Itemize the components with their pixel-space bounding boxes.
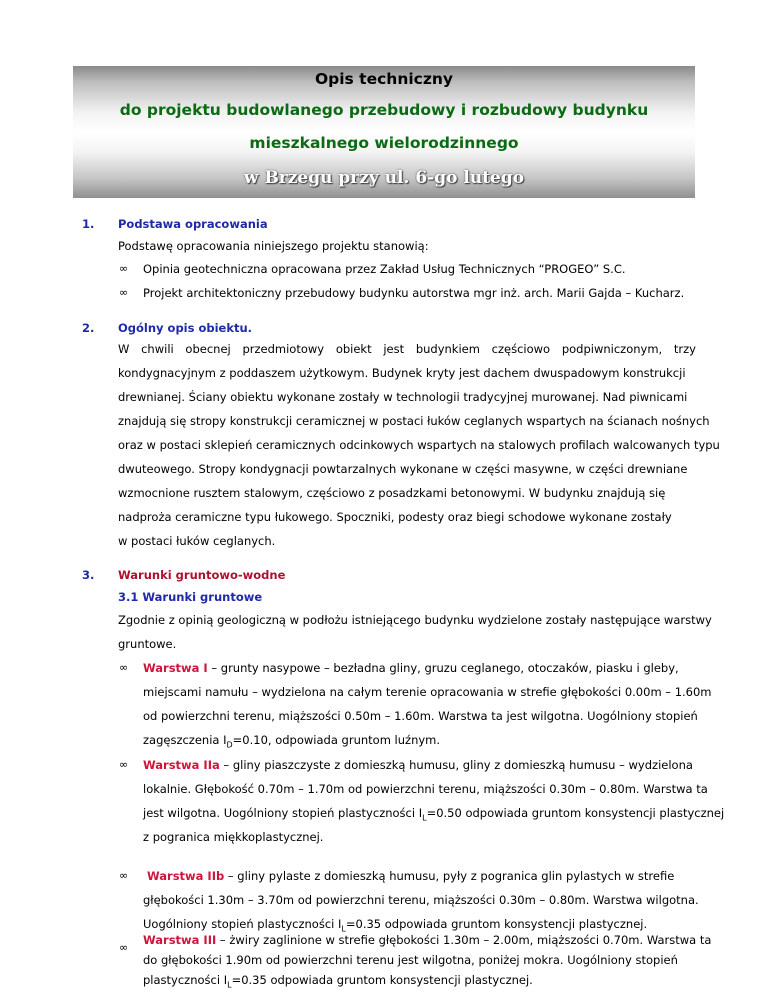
layer-2b-text: – gliny pylaste z domieszką humusu, pyły z pogranica glin pylastych w strefie xyxy=(224,869,675,883)
doc-subtitle-line1: do projektu budowlanego przebudowy i rozbudowy budynku xyxy=(119,101,649,119)
layer-2b-label: Warstwa IIb xyxy=(147,869,225,883)
bullet-icon: ∞ xyxy=(119,758,129,771)
layer-3-line: do głębokości 1.90m od powierzchni terenu jest wilgotna, poniżej mokra. Uogólniony stopień xyxy=(143,953,678,967)
layer-2b-text: Uogólniony stopień plastyczności I xyxy=(143,917,342,931)
layer-3-label: Warstwa III xyxy=(143,933,217,947)
doc-location: w Brzegu przy ul. 6-go lutego xyxy=(243,168,525,188)
layer-1-line xyxy=(143,661,679,675)
section-1-item: Projekt architektoniczny przebudowy budynku autorstwa mgr inż. arch. Marii Gajda – Kucharz. xyxy=(143,286,685,300)
layer-1-text: – grunty nasypowe – bezładna gliny, gruzu ceglanego, otoczaków, piasku i gleby, xyxy=(207,661,679,675)
layer-3-sub: L xyxy=(227,980,232,990)
layer-2a-line: lokalnie. Głębokość 0.70m – 1.70m od powierzchni terenu, miąższości 0.30m – 0.80m. Warstwa ta xyxy=(143,782,708,796)
layer-3-line xyxy=(143,973,533,989)
section-3-subtitle: 3.1 Warunki gruntowe xyxy=(118,590,263,604)
layer-2a-line xyxy=(143,806,724,822)
section-2-text-line: W chwili obecnej przedmiotowy obiekt jest budynkiem częściowo podpiwniczonym, trzy xyxy=(118,342,696,356)
section-2-text-line: kondygnacyjnym z poddaszem użytkowym. Budynek kryty jest dachem dwuspadowym konstrukcji xyxy=(118,366,686,380)
layer-2a-line xyxy=(143,758,693,772)
section-3-intro: Zgodnie z opinią geologiczną w podłożu istniejącego budynku wydzielone zostały następujące warstwy xyxy=(118,613,712,627)
section-2-text-line: wzmocnione rusztem stalowym, częściowo z posadzkami betonowymi. W budynku znajdują się xyxy=(118,486,666,500)
doc-title: Opis techniczny xyxy=(314,70,454,88)
layer-2a-text: – gliny piaszczyste z domieszką humusu, gliny z domieszką humusu – wydzielona xyxy=(219,758,693,772)
section-2-text-line: znajdują się stropy konstrukcji ceramicznej w postaci łuków ceglanych wspartych na ścianach nośnych xyxy=(118,414,710,428)
layer-2a-text: =0.50 odpowiada gruntom konsystencji plastycznej xyxy=(426,806,725,820)
layer-1-sub: D xyxy=(226,740,233,750)
layer-3-text: =0.35 odpowiada gruntom konsystencji plastycznej. xyxy=(231,973,533,987)
section-2-text-line: w postaci łuków ceglanych. xyxy=(118,534,276,548)
layer-2a-label: Warstwa IIa xyxy=(143,758,220,772)
layer-2b-text: =0.35 odpowiada gruntom konsystencji plastycznej. xyxy=(345,917,648,931)
section-3-intro: gruntowe. xyxy=(118,637,177,651)
bullet-icon: ∞ xyxy=(119,869,129,882)
layer-2b-line xyxy=(143,869,674,883)
bullet-icon: ∞ xyxy=(119,941,129,954)
section-2-text-line: drewnianej. Ściany obiektu wykonane zostały w technologii tradycyjnej murowanej. Nad piwnicami xyxy=(118,390,688,404)
bullet-icon: ∞ xyxy=(119,262,129,275)
bullet-icon: ∞ xyxy=(119,286,129,299)
layer-1-line: od powierzchni terenu, miąższości 0.50m – 1.60m. Warstwa ta jest wilgotna. Uogólniony stopień xyxy=(143,709,698,723)
section-2-text-line: nadproża ceramiczne typu łukowego. Spoczniki, podesty oraz biegi schodowe wykonane zostały xyxy=(118,510,672,524)
doc-subtitle-line2: mieszkalnego wielorodzinnego xyxy=(249,134,519,152)
layer-1-line: miejscami namułu – wydzielona na całym terenie opracowania w strefie głębokości 0.00m – 1.60m xyxy=(143,685,712,699)
layer-1-line xyxy=(143,733,440,749)
section-1-item: Opinia geotechniczna opracowana przez Zakład Usług Technicznych “PROGEO” S.C. xyxy=(143,262,626,276)
layer-2a-sub: L xyxy=(422,813,427,823)
layer-2b-sub: L xyxy=(341,924,346,934)
section-3-number: 3. xyxy=(82,568,95,582)
layer-1-text: =0.10, odpowiada gruntom luźnym. xyxy=(232,733,441,747)
layer-2a-text: jest wilgotna. Uogólniony stopień plastyczności I xyxy=(143,806,423,820)
layer-3-text: – żwiry zaglinione w strefie głębokości 1.30m – 2.00m, miąższości 0.70m. Warstwa ta xyxy=(216,933,712,947)
section-2-text-line: dwuteowego. Stropy kondygnacji powtarzalnych wykonane w części masywne, w części drewniane xyxy=(118,462,688,476)
title-banner xyxy=(73,66,695,198)
layer-2b-line: głębokości 1.30m – 3.70m od powierzchni terenu, miąższości 0.30m – 0.80m. Warstwa wilgotna. xyxy=(143,893,699,907)
layer-1-label: Warstwa I xyxy=(143,661,208,675)
layer-1-text: zagęszczenia I xyxy=(143,733,227,747)
layer-3-line xyxy=(143,933,711,947)
section-2-number: 2. xyxy=(82,321,95,335)
layer-2a-line: z pogranica miękkoplastycznej. xyxy=(143,830,324,844)
section-1-intro: Podstawę opracowania niniejszego projektu stanowią: xyxy=(118,239,429,253)
layer-3-text: plastyczności I xyxy=(143,973,228,987)
section-2-title: Ogólny opis obiektu. xyxy=(118,321,253,335)
bullet-icon: ∞ xyxy=(119,661,129,674)
section-2-text-line: oraz w postaci sklepień ceramicznych odcinkowych wspartych na stalowych profilach walcowanych typu xyxy=(118,438,720,452)
layer-2b-line xyxy=(143,917,647,933)
section-1-number: 1. xyxy=(82,217,95,231)
section-3-title: Warunki gruntowo-wodne xyxy=(118,568,286,582)
section-1-title: Podstawa opracowania xyxy=(118,217,268,231)
